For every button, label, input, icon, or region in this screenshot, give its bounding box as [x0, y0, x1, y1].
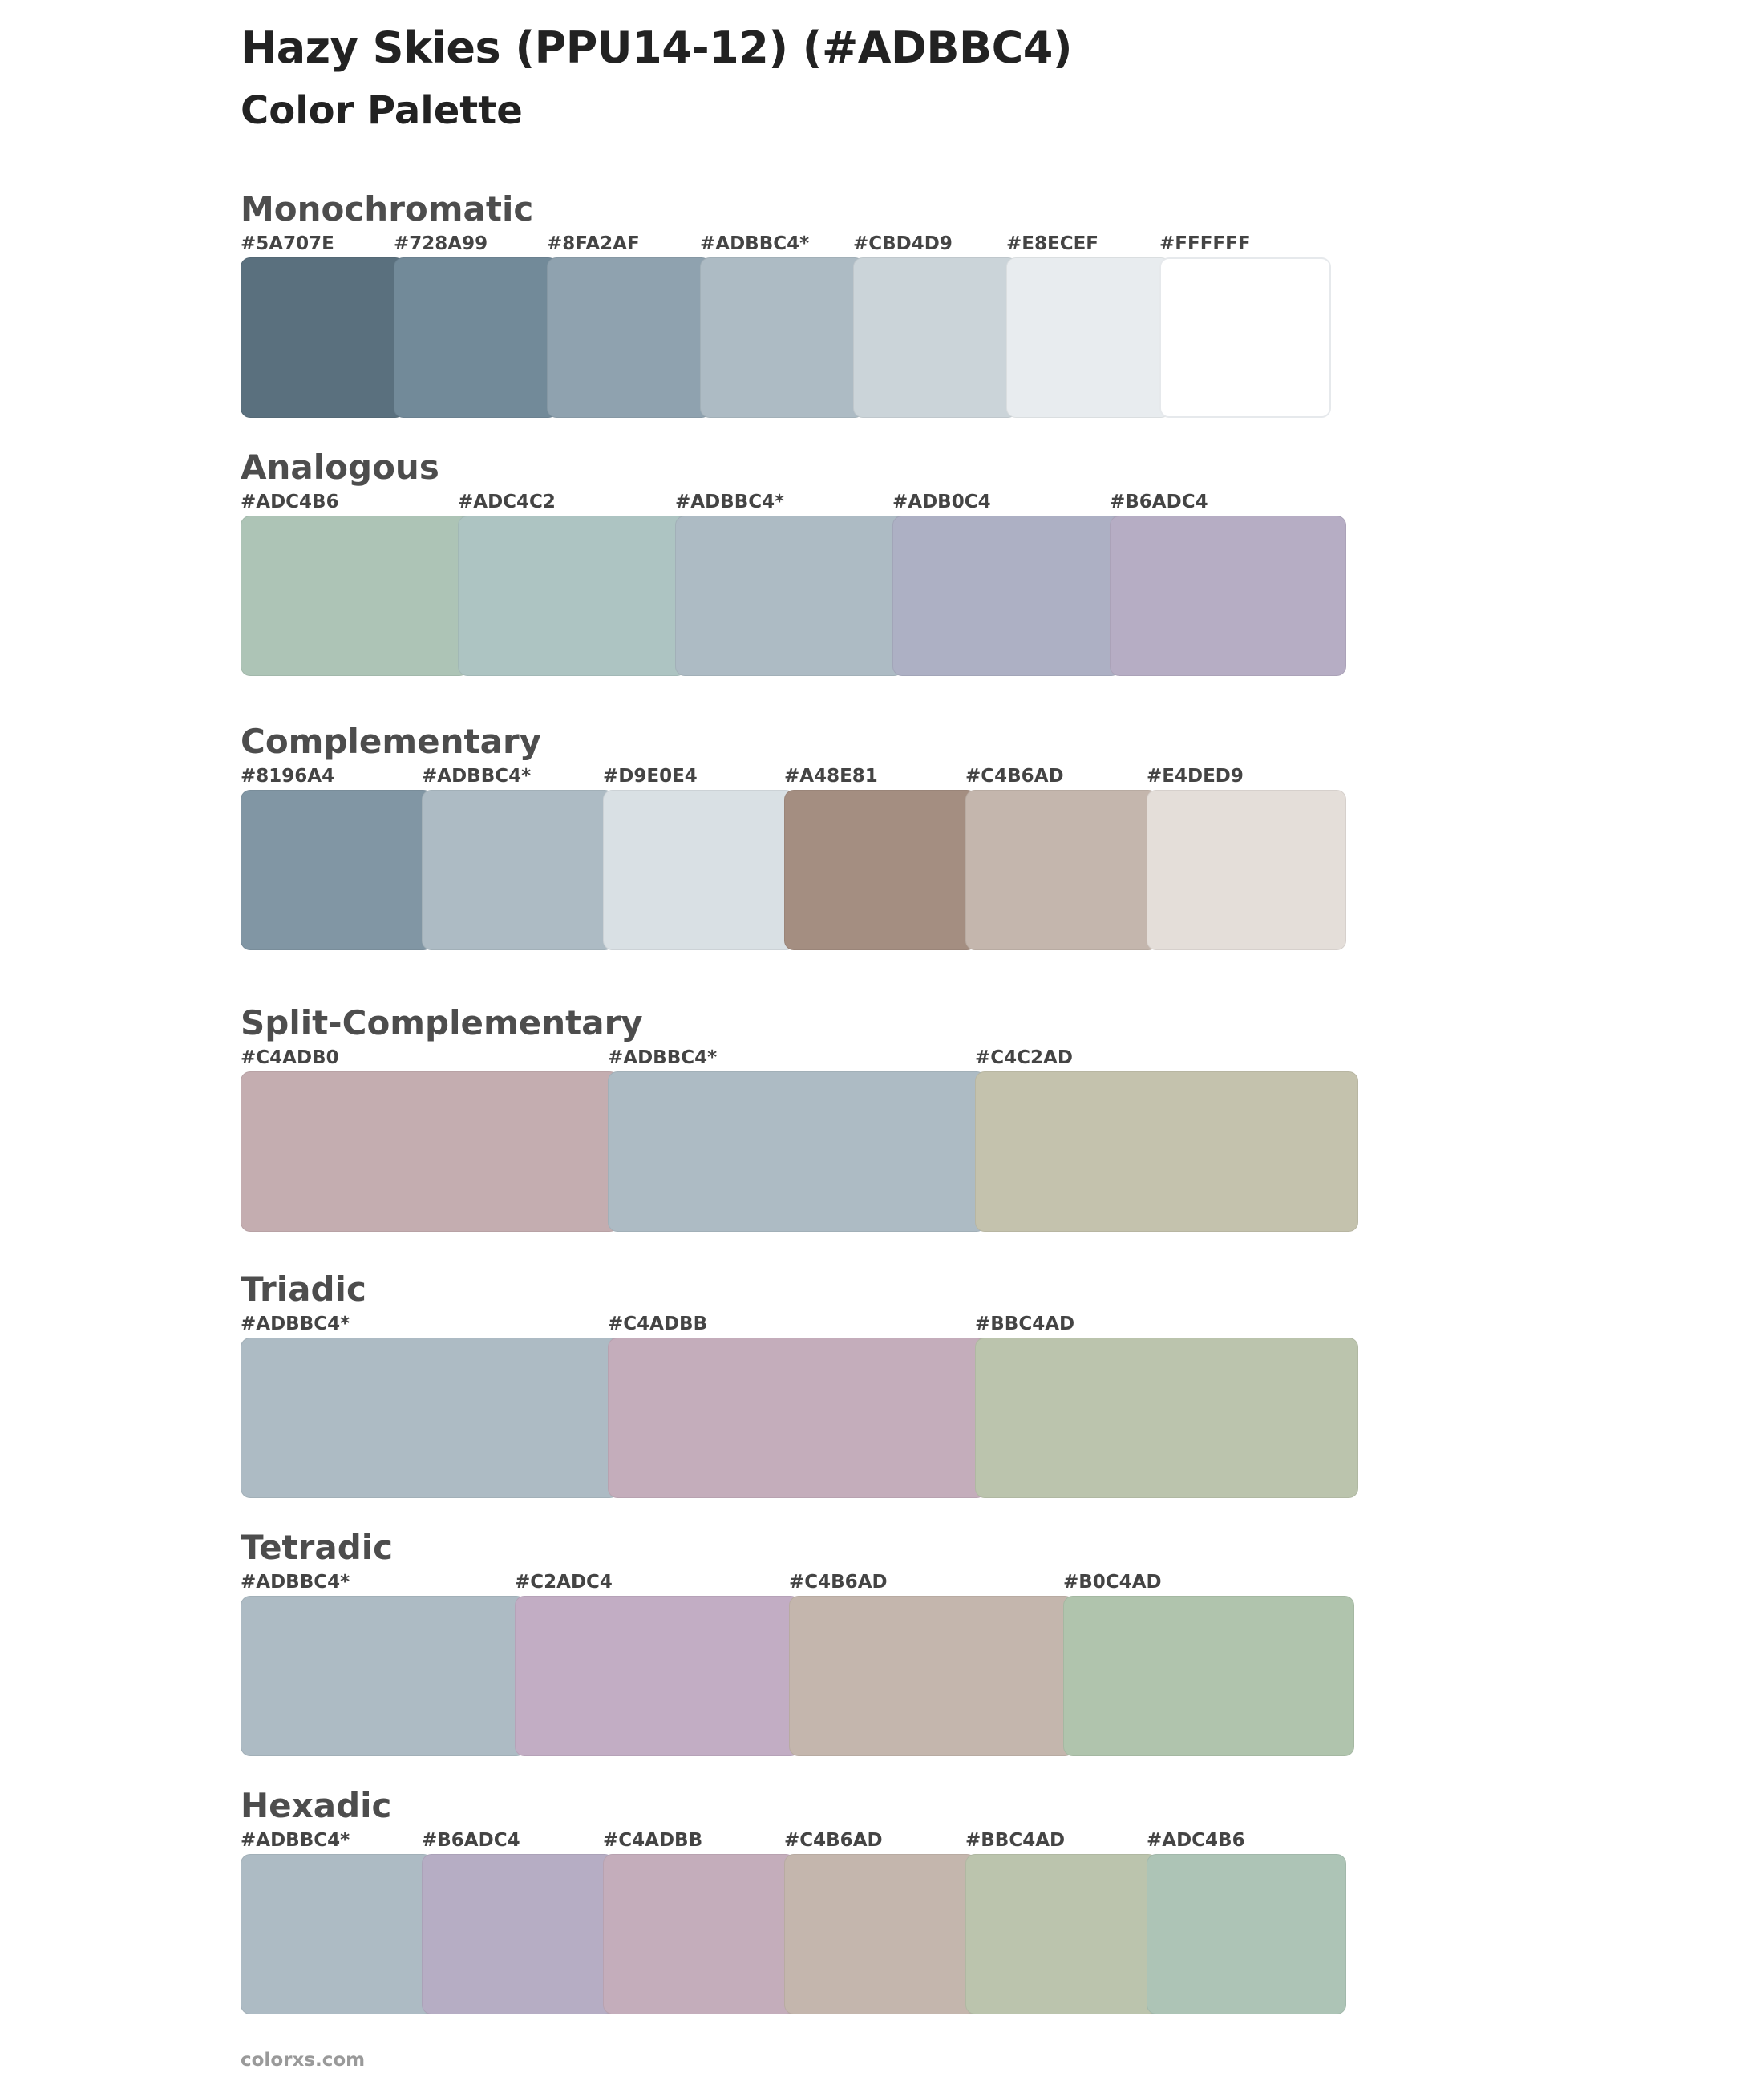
color-swatch[interactable] — [394, 257, 558, 418]
color-swatch[interactable] — [1006, 257, 1171, 418]
swatch-hex-label: #ADBBC4* — [422, 766, 532, 787]
swatch-hex-label: #8FA2AF — [547, 233, 640, 254]
swatch-strip — [241, 257, 1331, 418]
color-swatch[interactable] — [965, 1854, 1158, 2014]
section-hexadic — [241, 1783, 1443, 2014]
swatch-hex-label: #CBD4D9 — [853, 233, 953, 254]
swatch-hex-label: #B0C4AD — [1063, 1572, 1162, 1593]
color-swatch[interactable] — [603, 1854, 795, 2014]
swatch-labels — [241, 1312, 1443, 1336]
section-title: Analogous — [241, 447, 439, 487]
swatch-hex-label: #728A99 — [394, 233, 488, 254]
swatch-hex-label: #ADC4B6 — [1147, 1830, 1245, 1851]
section-tetradic — [241, 1525, 1443, 1756]
swatch-hex-label: #C4B6AD — [965, 766, 1064, 787]
color-swatch[interactable] — [965, 790, 1158, 950]
section-title: Monochromatic — [241, 189, 534, 229]
swatch-labels — [241, 1828, 1443, 1852]
color-swatch[interactable] — [1147, 1854, 1346, 2014]
page-title: Hazy Skies (PPU14-12) (#ADBBC4) — [241, 22, 1073, 73]
swatch-hex-label: #ADBBC4* — [241, 1572, 350, 1593]
color-swatch[interactable] — [547, 257, 711, 418]
color-swatch[interactable] — [975, 1338, 1358, 1498]
swatch-hex-label: #E4DED9 — [1147, 766, 1244, 787]
swatch-hex-label: #C2ADC4 — [515, 1572, 613, 1593]
swatch-hex-label: #8196A4 — [241, 766, 335, 787]
swatch-hex-label: #ADB0C4 — [892, 492, 991, 512]
color-swatch[interactable] — [784, 790, 977, 950]
section-title: Complementary — [241, 722, 542, 761]
swatch-hex-label: #5A707E — [241, 233, 334, 254]
section-monochromatic — [241, 187, 1443, 418]
swatch-hex-label: #C4ADBB — [608, 1314, 708, 1334]
color-swatch[interactable] — [608, 1338, 986, 1498]
color-swatch[interactable] — [784, 1854, 977, 2014]
section-complementary — [241, 719, 1443, 950]
swatch-labels — [241, 1570, 1443, 1594]
swatch-strip — [241, 1071, 1358, 1232]
color-swatch[interactable] — [1147, 790, 1346, 950]
swatch-labels — [241, 764, 1443, 788]
color-swatch[interactable] — [975, 1071, 1358, 1232]
color-swatch[interactable] — [789, 1596, 1074, 1756]
color-swatch[interactable] — [700, 257, 864, 418]
swatch-hex-label: #B6ADC4 — [1110, 492, 1208, 512]
color-swatch[interactable] — [515, 1596, 800, 1756]
swatch-strip — [241, 1596, 1354, 1756]
swatch-hex-label: #ADBBC4* — [608, 1047, 718, 1068]
section-title: Tetradic — [241, 1528, 394, 1567]
section-triadic — [241, 1267, 1443, 1498]
swatch-hex-label: #ADBBC4* — [675, 492, 785, 512]
color-swatch[interactable] — [241, 1338, 619, 1498]
color-swatch[interactable] — [603, 790, 795, 950]
swatch-labels — [241, 232, 1443, 256]
swatch-strip — [241, 1338, 1358, 1498]
color-swatch[interactable] — [422, 790, 614, 950]
swatch-hex-label: #ADBBC4* — [241, 1314, 350, 1334]
color-swatch[interactable] — [892, 516, 1121, 676]
footer-site-link[interactable]: colorxs.com — [241, 2050, 366, 2071]
color-swatch[interactable] — [853, 257, 1018, 418]
page-subtitle: Color Palette — [241, 88, 523, 133]
swatch-hex-label: #E8ECEF — [1006, 233, 1098, 254]
color-swatch[interactable] — [458, 516, 686, 676]
color-swatch[interactable] — [422, 1854, 614, 2014]
color-swatch[interactable] — [241, 516, 469, 676]
swatch-hex-label: #B6ADC4 — [422, 1830, 520, 1851]
swatch-hex-label: #FFFFFF — [1159, 233, 1251, 254]
section-title: Split-Complementary — [241, 1003, 643, 1042]
color-swatch[interactable] — [241, 1854, 433, 2014]
color-swatch[interactable] — [241, 257, 405, 418]
swatch-hex-label: #D9E0E4 — [603, 766, 698, 787]
color-swatch[interactable] — [241, 1071, 619, 1232]
swatch-strip — [241, 1854, 1346, 2014]
swatch-hex-label: #ADBBC4* — [241, 1830, 350, 1851]
color-swatch[interactable] — [241, 1596, 526, 1756]
color-swatch[interactable] — [241, 790, 433, 950]
swatch-hex-label: #ADBBC4* — [700, 233, 810, 254]
swatch-strip — [241, 516, 1346, 676]
swatch-hex-label: #BBC4AD — [975, 1314, 1075, 1334]
swatch-hex-label: #C4B6AD — [789, 1572, 888, 1593]
swatch-hex-label: #A48E81 — [784, 766, 878, 787]
swatch-hex-label: #C4C2AD — [975, 1047, 1073, 1068]
swatch-strip — [241, 790, 1346, 950]
swatch-labels — [241, 490, 1443, 514]
section-analogous — [241, 445, 1443, 676]
section-title: Hexadic — [241, 1786, 392, 1825]
swatch-labels — [241, 1046, 1443, 1070]
color-swatch[interactable] — [608, 1071, 986, 1232]
swatch-hex-label: #C4ADBB — [603, 1830, 703, 1851]
swatch-hex-label: #C4B6AD — [784, 1830, 883, 1851]
section-split-complementary — [241, 1001, 1443, 1232]
color-swatch[interactable] — [675, 516, 904, 676]
swatch-hex-label: #ADC4B6 — [241, 492, 339, 512]
color-swatch[interactable] — [1063, 1596, 1354, 1756]
color-swatch[interactable] — [1159, 257, 1331, 418]
color-swatch[interactable] — [1110, 516, 1346, 676]
swatch-hex-label: #C4ADB0 — [241, 1047, 339, 1068]
swatch-hex-label: #ADC4C2 — [458, 492, 556, 512]
section-title: Triadic — [241, 1269, 366, 1309]
swatch-hex-label: #BBC4AD — [965, 1830, 1066, 1851]
